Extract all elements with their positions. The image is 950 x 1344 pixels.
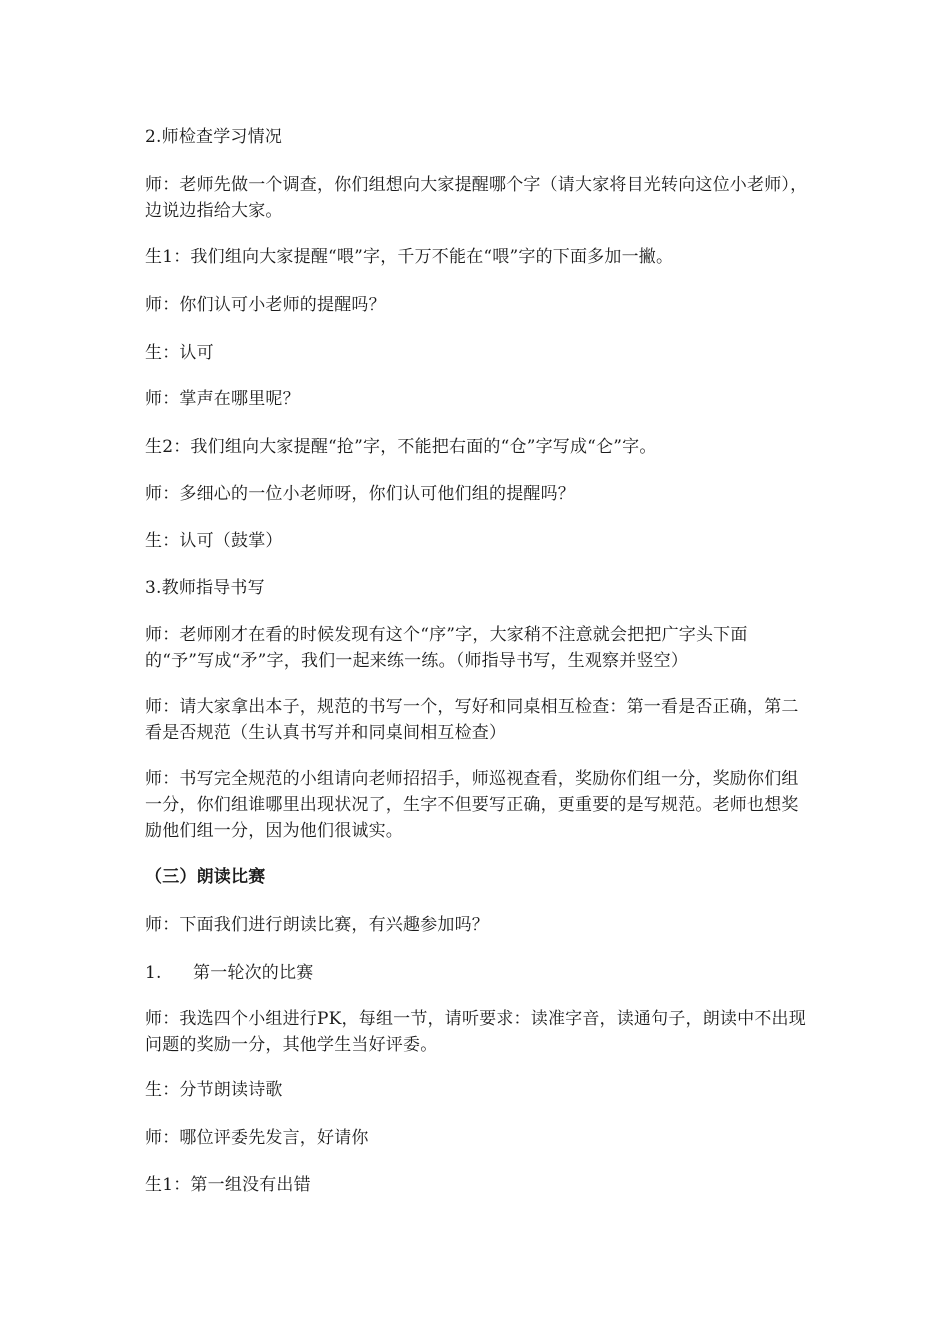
paragraph: 生2：我们组向大家提醒“抢”字，不能把右面的“仓”字写成“仑”字。 [145,437,657,457]
paragraph: 师：哪位评委先发言，好请你 [145,1128,369,1148]
paragraph: 师：下面我们进行朗读比赛，有兴趣参加吗？ [145,915,489,935]
paragraph: 师：多细心的一位小老师呀，你们认可他们组的提醒吗？ [145,484,575,504]
numbered-item [145,960,810,986]
section-heading-reading-contest: （三）朗读比赛 [145,867,266,887]
paragraph: 生1：第一组没有出错 [145,1175,311,1195]
section-heading-guide-writing: 3.教师指导书写 [145,578,265,598]
paragraph: 生：分节朗读诗歌 [145,1080,283,1100]
paragraph: 师：掌声在哪里呢？ [145,389,300,409]
list-number: 1. [145,963,162,983]
paragraph: 师：你们认可小老师的提醒吗？ [145,295,386,315]
paragraph: 师：我选四个小组进行PK，每组一节，请听要求：读准字音，读通句子，朗读中不出现问题的奖励一分，其他学生当好评委。 [145,1009,806,1055]
paragraph: 生1：我们组向大家提醒“喂”字，千万不能在“喂”字的下面多加一撇。 [145,247,674,267]
paragraph: 师：书写完全规范的小组请向老师招招手，师巡视查看，奖励你们组一分，奖励你们组一分，你们组谁哪里出现状况了，生字不但要写正确，更重要的是写规范。老师也想奖励他们组一分，因为他们很诚实。 [145,769,799,841]
list-item-text: 第一轮次的比赛 [193,963,314,983]
paragraph: 生：认可 [145,343,214,363]
paragraph: 师：老师刚才在看的时候发现有这个“序”字，大家稍不注意就会把把广字头下面的“予”写成“矛”字，我们一起来练一练。（师指导书写，生观察并竖空） [145,625,748,671]
paragraph: 师：老师先做一个调查，你们组想向大家提醒哪个字（请大家将目光转向这位小老师），边说边指给大家。 [145,175,808,221]
paragraph: 生：认可（鼓掌） [145,531,283,551]
paragraph: 师：请大家拿出本子，规范的书写一个，写好和同桌相互检查：第一看是否正确，第二看是否规范（生认真书写并和同桌间相互检查） [145,697,799,743]
section-heading-check-learning: 2.师检查学习情况 [145,127,283,147]
